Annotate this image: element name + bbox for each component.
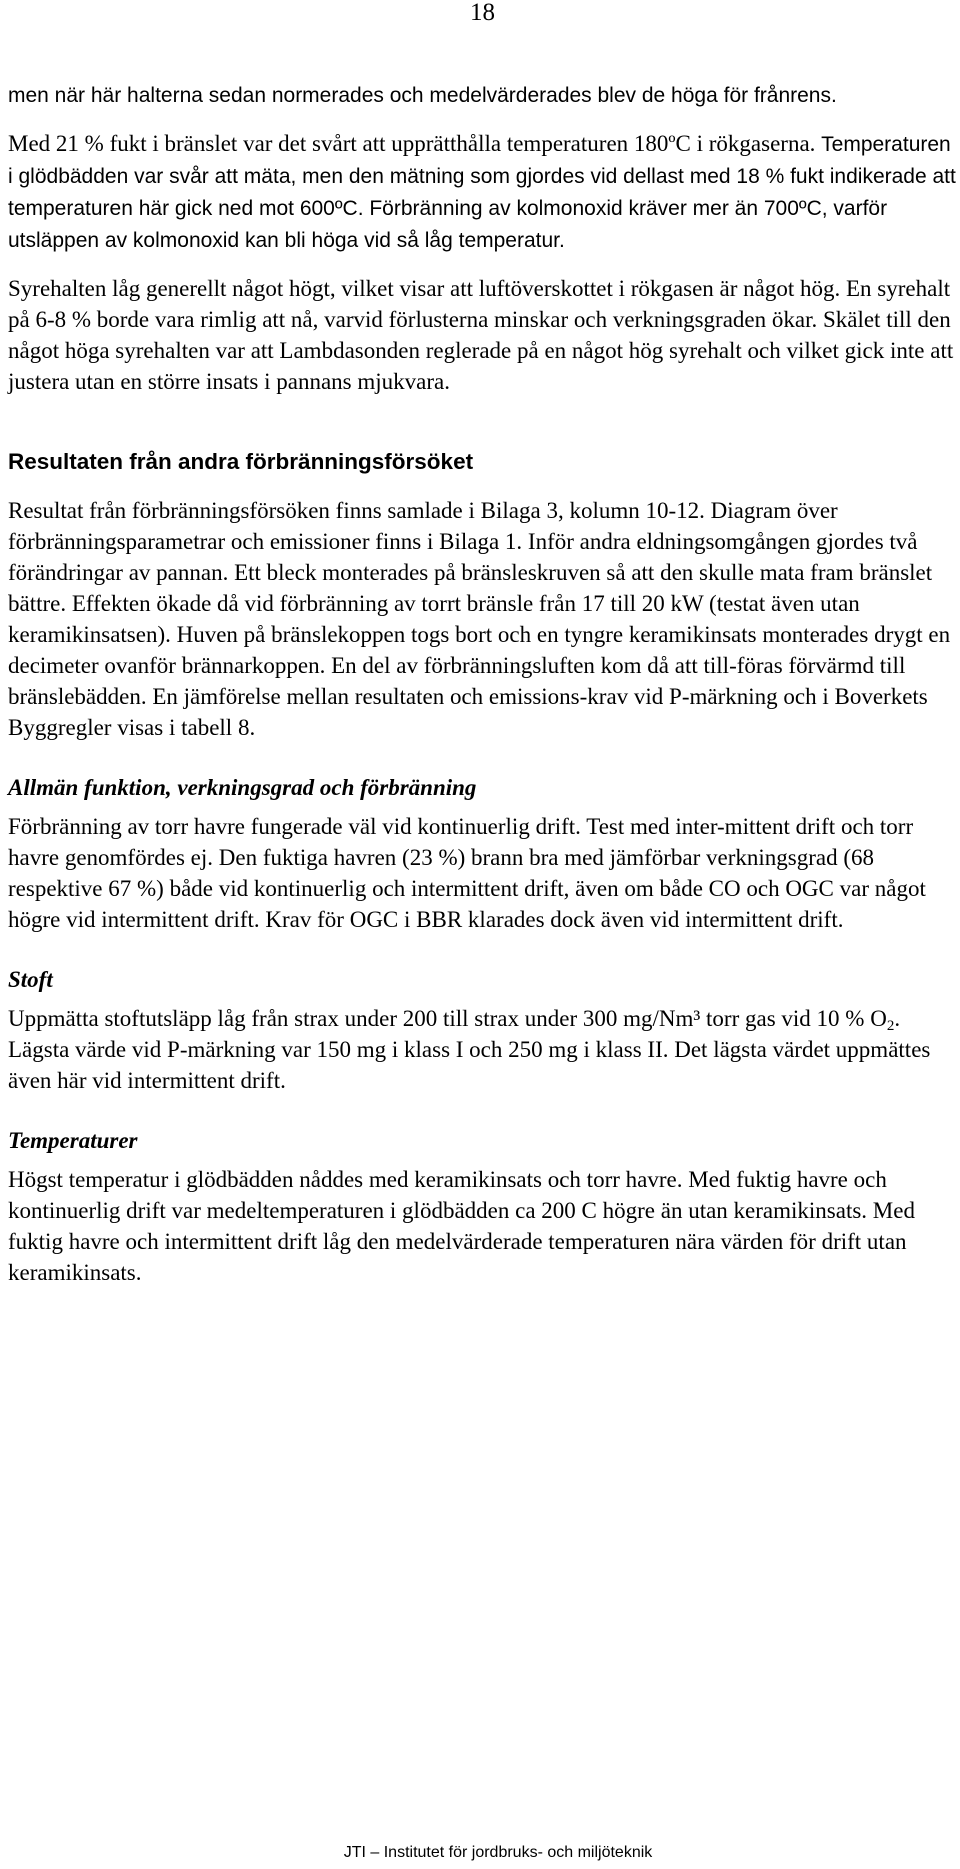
paragraph-stoft: [8, 1003, 956, 1096]
section-heading: Resultaten från andra förbränningsförsöket: [8, 449, 474, 474]
page-footer: JTI – Institutet för jordbruks- och miljöteknik: [343, 1844, 653, 1861]
paragraph-allman-funktion: Förbränning av torr havre fungerade väl vid kontinuerlig drift. Test med inter-mittent drift och torr havre genomfördes ej. Den fuktiga havren (23 %) brann bra med jämförbar verkningsgrad (68 respektive 67 %) både vid kontinuerlig och intermittent drift, även om både CO och OGC var något högre vid intermittent drift. Krav för OGC i BBR klarades dock även vid intermittent drift.: [8, 814, 926, 932]
page-content: [8, 80, 956, 1288]
subheading-temperaturer: Temperaturer: [8, 1128, 138, 1153]
paragraph-syrehalten-part1: Syrehalten låg generellt något högt, vilket visar att luftöverskottet i rökgasen är något hög.: [8, 276, 846, 301]
stoft-text-before: Uppmätta stoftutsläpp låg från strax under 200 till strax under 300 mg/Nm³ torr gas vid 10 % O: [8, 1006, 887, 1031]
stoft-text-after: . Lägsta värde vid P-märkning var 150 mg i klass I och 250 mg i klass II. Det lägsta värdet uppmättes även här vid intermittent drift.: [8, 1006, 931, 1093]
paragraph-fukt-serif: Med 21 % fukt i bränslet var det svårt att upprätthålla temperaturen 180ºC i rökgaserna.: [8, 131, 822, 156]
page-number: 18: [470, 0, 495, 26]
paragraph-fukt-sans: Temperaturen i glödbädden var svår att mäta, men den mätning som gjordes vid dellast med 18 % fukt indikerade att temperaturen här gick ned mot 600ºC. Förbränning av kolmonoxid kräver mer än 700ºC, varför utsläppen av kolmonoxid kan bli höga vid så låg temperatur.: [8, 133, 956, 252]
paragraph-resultat-intro: Resultat från förbränningsförsöken finns samlade i Bilaga 3, kolumn 10-12. Diagram över förbränningsparametrar och emissioner finns i Bilaga 1. Inför andra eldningsomgången gjordes två förändringar av pannan. Ett bleck monterades på bränsleskruven så att den skulle mata fram bränslet bättre. Effekten ökade då vid förbränning av torrt bränsle från 17 till 20 kW (testat även utan keramikinsatsen). Huven på bränslekoppen togs bort och en tyngre keramikinsats monterades drygt en decimeter ovanför brännarkoppen. En del av förbränningsluften kom då att till-föras förvärmd till bränslebädden. En jämförelse mellan resultaten och emissions-krav vid P-märkning och i Boverkets Byggregler visas i tabell 8.: [8, 498, 951, 740]
paragraph-syrehalten: [8, 273, 956, 397]
paragraph-fukt-temperatur: [8, 128, 956, 256]
subheading-allman-funktion: Allmän funktion, verkningsgrad och förbränning: [8, 775, 477, 800]
paragraph-temperaturer: Högst temperatur i glödbädden nåddes med keramikinsats och torr havre. Med fuktig havre och kontinuerlig drift var medeltemperaturen i glödbädden ca 200 C högre än utan keramikinsats. Med fuktig havre och intermittent drift låg den medelvärderade temperaturen nära värden för drift utan keramikinsats.: [8, 1167, 915, 1285]
paragraph-syrehalten-part2: En syrehalt på 6-8 % borde vara rimlig att nå, varvid förlusterna minskar och verkningsgraden ökar. Skälet till den något höga syrehalten var att Lambdasonden reglerade på en något hög syrehalt och vilket gick inte att justera utan en större insats i pannans mjukvara.: [8, 276, 954, 394]
subheading-stoft: Stoft: [8, 967, 53, 992]
stoft-subscript: 2: [886, 1018, 895, 1034]
paragraph-halterna: men när här halterna sedan normerades och medelvärderades blev de höga för frånrens.: [8, 84, 837, 107]
